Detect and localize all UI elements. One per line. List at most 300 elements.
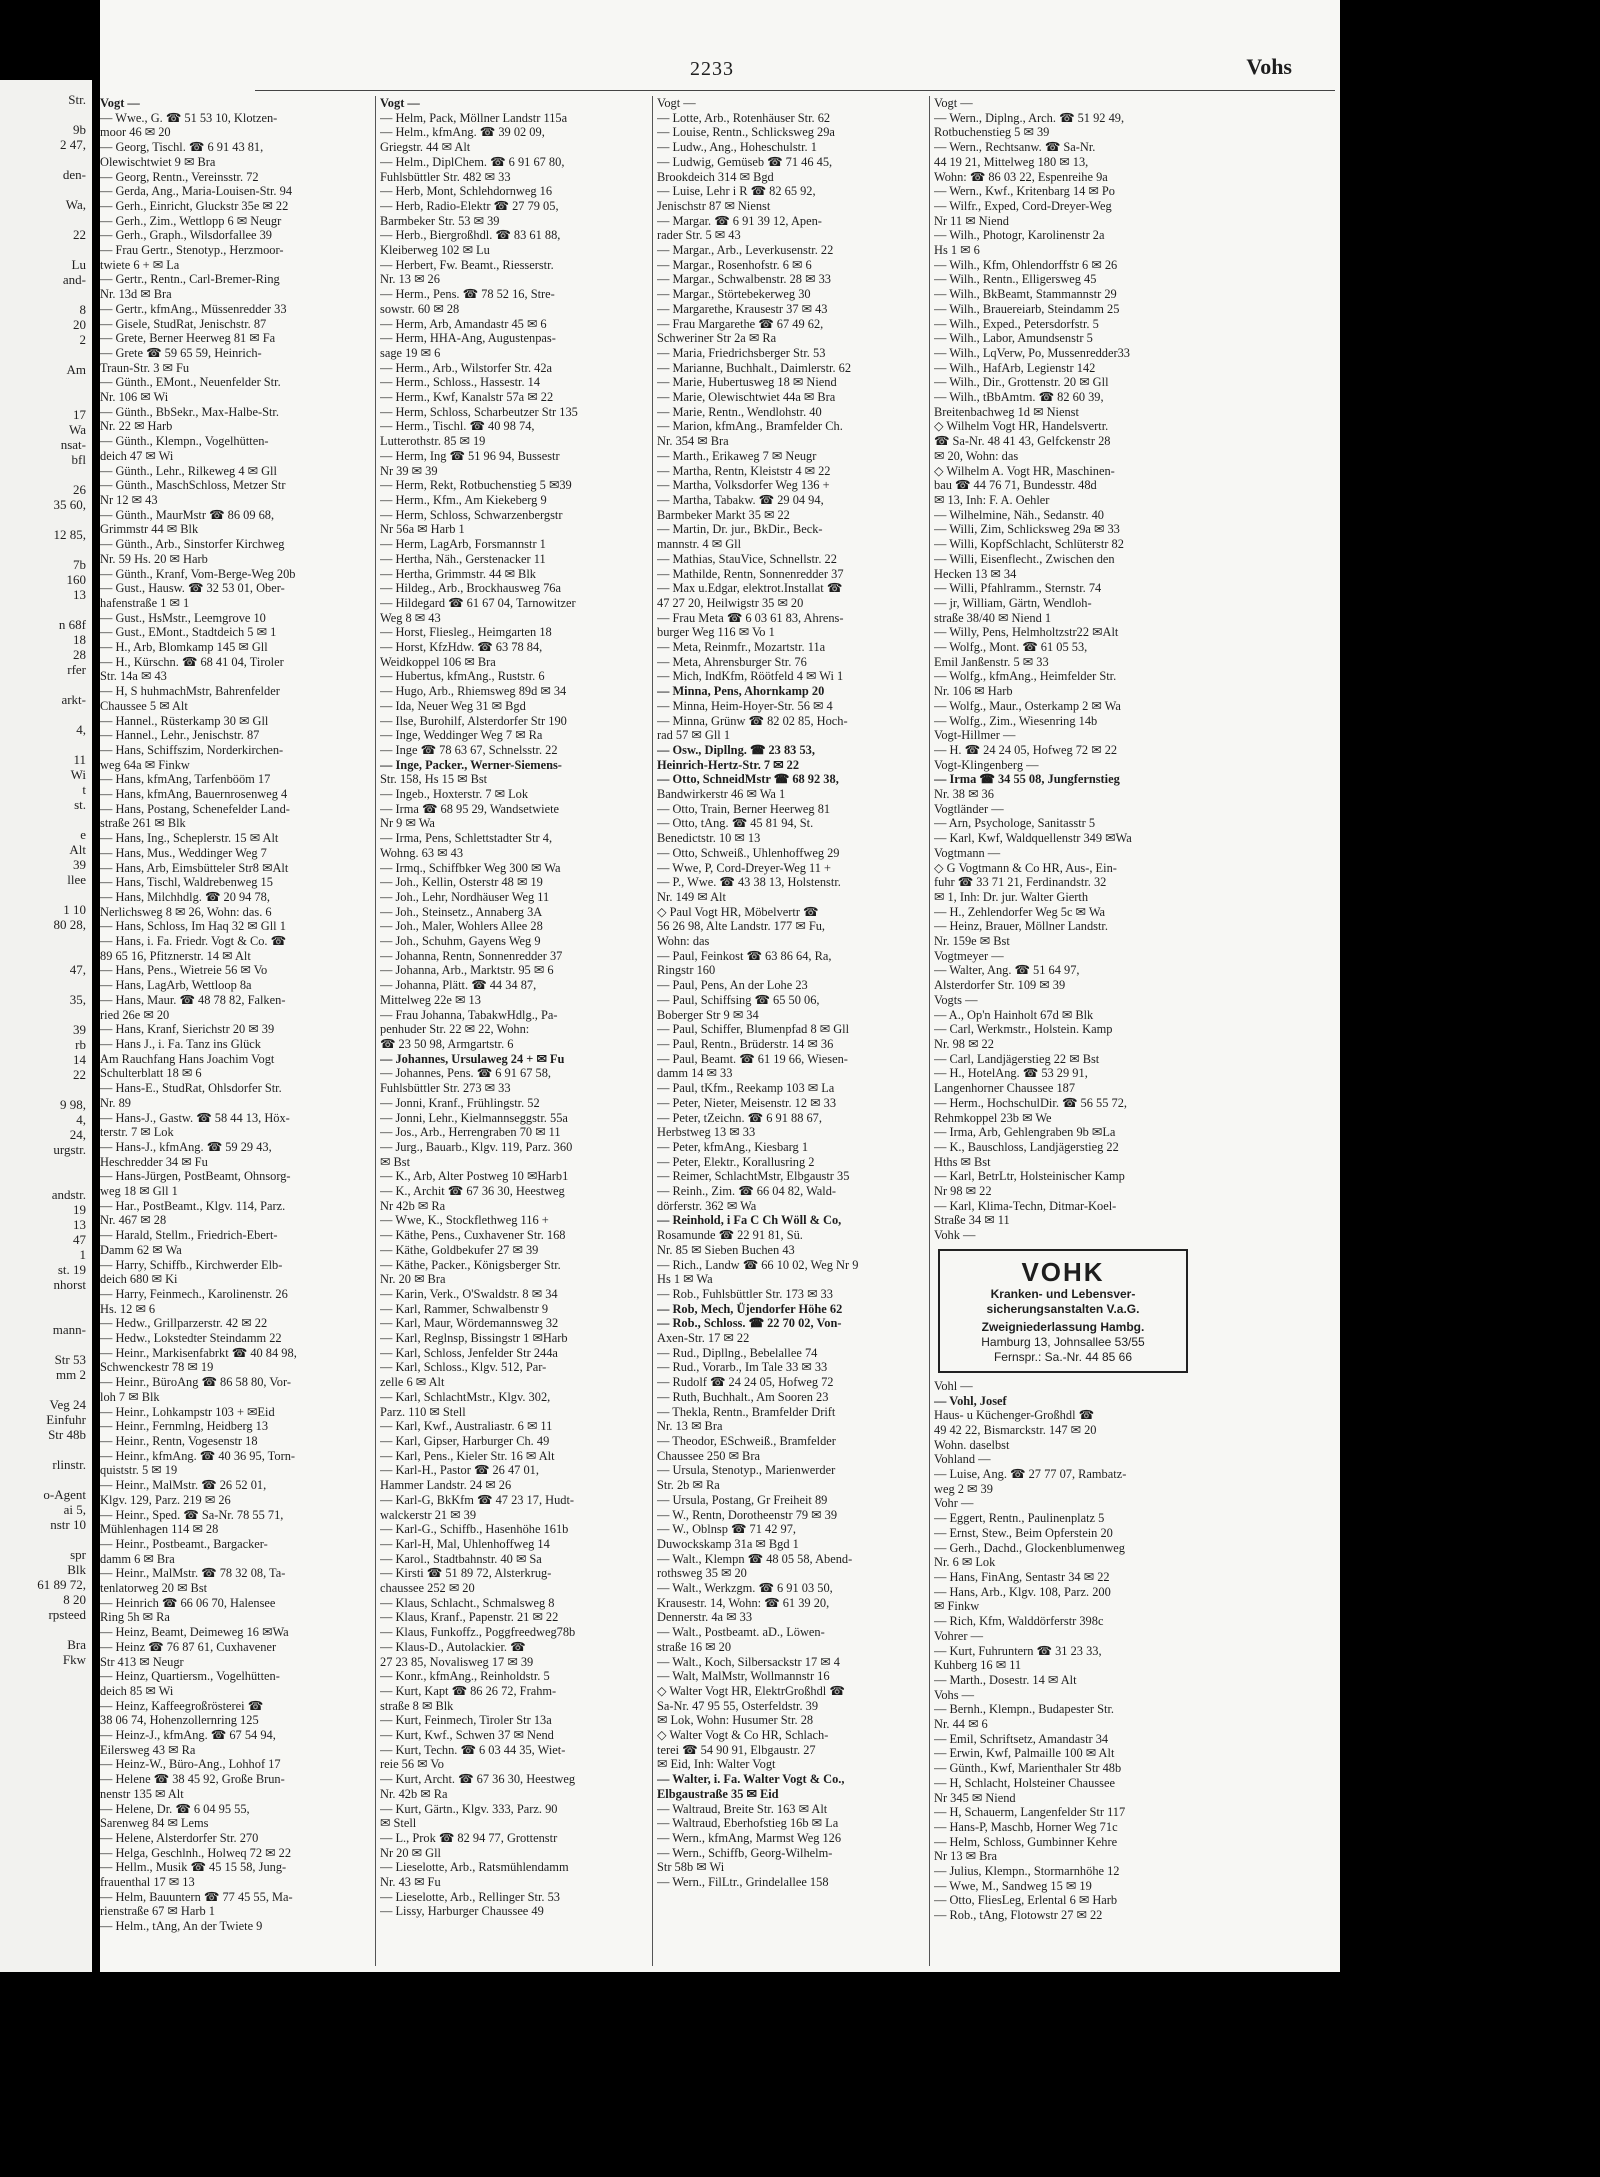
directory-entry-line: Heinrich-Hertz-Str. 7 ✉ 22 [657, 757, 800, 772]
previous-page-fragment: Fkw [62, 1652, 86, 1667]
directory-entry-line: — Günth., Kranf, Vom-Berge-Weg 20b [100, 566, 296, 581]
directory-entry-line: — Willi, KopfSchlacht, Schlüterstr 82 [934, 537, 1124, 552]
previous-page-fragment: 9 98, [60, 1097, 86, 1112]
previous-page-fragment: and- [62, 272, 86, 287]
directory-entry-line: — Hans, kfmAng, Tarfenbööm 17 [100, 772, 271, 787]
directory-entry-line: — Gust., Hausw. ☎ 32 53 01, Ober- [100, 581, 285, 596]
previous-page-fragment: rpsteed [48, 1607, 86, 1622]
directory-entry-line: ☎ 23 50 98, Armgartstr. 6 [380, 1037, 514, 1051]
directory-entry-line: Vogt — [657, 96, 696, 110]
directory-entry-line: — Wilh., Exped., Petersdorfstr. 5 [934, 316, 1099, 331]
previous-page-fragment: 14 [73, 1052, 86, 1067]
directory-entry-line: Vogt — [380, 96, 420, 110]
previous-page-fragment: Veg 24 [49, 1397, 86, 1412]
directory-entry-line: — Helene ☎ 38 45 92, Große Brun- [100, 1772, 285, 1787]
directory-entry-line: — Hildegard ☎ 61 67 04, Tarnowitzer [380, 595, 576, 610]
directory-entry-line: — Irma ☎ 34 55 08, Jungfernstieg [934, 772, 1120, 787]
directory-entry-line: 49 42 22, Bismarckstr. 147 ✉ 20 [934, 1422, 1097, 1437]
previous-page-fragment [0, 512, 92, 527]
previous-page-fragment: 80 28, [53, 917, 86, 932]
directory-entry-line: — Wilh., tBbAmtm. ☎ 82 60 39, [934, 390, 1104, 405]
directory-entry-line: Nr. 106 ✉ Wi [100, 390, 169, 405]
directory-entry-line: — H, S huhmachMstr, Bahrenfelder [100, 684, 280, 699]
previous-page-fragment: Wa, [65, 197, 86, 212]
directory-entry-line: Vogtländer — [934, 801, 1004, 816]
directory-entry-line: — Lieselotte, Arb., Ratsmühlendamm [380, 1860, 569, 1875]
previous-page-fragment [0, 1382, 92, 1397]
directory-entry-line: — Lieselotte, Arb., Rellinger Str. 53 [380, 1889, 560, 1904]
directory-entry-line: Nr 9 ✉ Wa [380, 816, 435, 831]
directory-entry-line: — Hans, Arb, Eimsbütteler Str8 ✉Alt [100, 860, 289, 875]
page-number: 2233 [690, 58, 734, 80]
directory-entry-line: — Joh., Schuhm, Gayens Weg 9 [380, 934, 541, 949]
directory-entry-line: straße 8 ✉ Blk [380, 1698, 454, 1713]
directory-entry-line: weg 18 ✉ Gll 1 [100, 1184, 178, 1199]
directory-entry-line: Vogts — [934, 992, 978, 1007]
previous-page-fragment [0, 107, 92, 122]
directory-entry-line: Str. 2b ✉ Ra [657, 1478, 720, 1493]
directory-entry-line: ✉ Bst [380, 1154, 411, 1169]
directory-entry-line: — Marie, Rentn., Wendlohstr. 40 [657, 404, 822, 419]
directory-entry-line: Nr. 159e ✉ Bst [934, 934, 1010, 949]
directory-entry-line: — Helm., kfmAng. ☎ 39 02 09, [380, 125, 545, 140]
directory-entry-line: — Heinr., BüroAng ☎ 86 58 80, Vor- [100, 1375, 291, 1390]
directory-entry-line: Hammer Landstr. 24 ✉ 26 [380, 1478, 512, 1493]
directory-entry-line: — Martha, Tabakw. ☎ 29 04 94, [657, 492, 824, 507]
directory-entry-line: — Rob., tAng, Flotowstr 27 ✉ 22 [934, 1908, 1103, 1923]
previous-page-fragment: 24, [69, 1127, 86, 1142]
directory-entry-line: — Peter, Nieter, Meisenstr. 12 ✉ 33 [657, 1095, 837, 1110]
directory-entry-line: — Herm, Schloss, Schwarzenbergstr [380, 507, 563, 522]
directory-entry-line: ✉ 13, Inh: F. A. Oehler [934, 492, 1050, 507]
directory-entry-line: terstr. 7 ✉ Lok [100, 1125, 174, 1140]
directory-entry-line: — Thekla, Rentn., Bramfelder Drift [657, 1404, 836, 1419]
directory-entry-line: — Meta, Reinmfr., Mozartstr. 11a [657, 640, 826, 655]
previous-page-fragment [0, 152, 92, 167]
directory-entry-line: — Hans, Schloss, Im Haq 32 ✉ Gll 1 [100, 919, 286, 934]
directory-entry-line: — Heinz, Kaffeegroßrösterei ☎ [100, 1698, 264, 1713]
directory-entry-line: — Günth., Kwf, Marienthaler Str 48b [934, 1761, 1122, 1776]
scan-border-bottom [0, 1972, 1600, 2177]
directory-entry-line: — Käthe, Goldbekufer 27 ✉ 39 [380, 1242, 539, 1257]
directory-entry-line: — Georg, Tischl. ☎ 6 91 43 81, [100, 140, 264, 155]
previous-page-fragment: mm 2 [56, 1367, 86, 1382]
directory-entry-line: Nr. 98 ✉ 22 [934, 1037, 994, 1051]
directory-entry-line: — Hans, Tischl, Waldrebenweg 15 [100, 875, 273, 890]
directory-entry-line: Vohl — [934, 1378, 973, 1393]
directory-entry-line: terei ☎ 54 90 91, Elbgaustr. 27 [657, 1742, 816, 1757]
directory-entry-line: — Heinr., Postbeamt., Bargacker- [100, 1536, 268, 1551]
directory-entry-line: — Hans-E., StudRat, Ohlsdorfer Str. [100, 1081, 282, 1096]
directory-entry-line: — Heinr., kfmAng. ☎ 40 36 95, Torn- [100, 1448, 296, 1463]
directory-entry-line: — Karl, BetrLtr, Holsteinischer Kamp [934, 1169, 1125, 1184]
directory-entry-line: — A., Op'n Hainholt 67d ✉ Blk [934, 1007, 1094, 1022]
directory-entry-line: — H, Schauerm, Langenfelder Str 117 [934, 1805, 1126, 1820]
directory-entry-line: — Peter, tZeichn. ☎ 6 91 88 67, [657, 1110, 822, 1125]
previous-page-fragment: 8 20 [63, 1592, 86, 1607]
directory-entry-line: — Hans, i. Fa. Friedr. Vogt & Co. ☎ [100, 934, 287, 949]
directory-entry-line: — Herm, Ing ☎ 51 96 94, Bussestr [380, 448, 560, 463]
directory-entry-line: — Frau Meta ☎ 6 03 61 83, Ahrens- [657, 610, 844, 625]
previous-page-fragment: o-Agent [43, 1487, 86, 1502]
directory-entry-line: Benedictstr. 10 ✉ 13 [657, 831, 761, 846]
directory-entry-line: — Irma, Arb, Gehlengraben 9b ✉La [934, 1125, 1116, 1140]
directory-entry-line: — Rob., Schloss. ☎ 22 70 02, Von- [657, 1316, 842, 1331]
previous-page-fragment: Wi [70, 767, 86, 782]
previous-page-fragment: 13 [73, 1217, 86, 1232]
directory-entry-line: Mühlenhagen 114 ✉ 28 [100, 1522, 219, 1537]
directory-entry-line: — Carl, Landjägerstieg 22 ✉ Bst [934, 1051, 1100, 1066]
directory-entry-line: Rosamunde ☎ 22 91 81, Sü. [657, 1228, 803, 1243]
directory-entry-line: — Rud., Vorarb., Im Tale 33 ✉ 33 [657, 1360, 828, 1375]
directory-entry-line: deich 680 ✉ Ki [100, 1272, 178, 1287]
directory-entry-line: Heschredder 34 ✉ Fu [100, 1154, 208, 1169]
directory-entry-line: — Günth., EMont., Neuenfelder Str. [100, 375, 281, 390]
directory-entry-line: — Margar., Schwalbenstr. 28 ✉ 33 [657, 272, 831, 287]
directory-entry-line: — Heinr., Sped. ☎ Sa-Nr. 78 55 71, [100, 1507, 284, 1522]
directory-entry-line: Griegstr. 44 ✉ Alt [380, 140, 471, 155]
directory-entry-line: — Hans, Arb., Klgv. 108, Parz. 200 [934, 1584, 1111, 1599]
directory-entry-line: Hs. 12 ✉ 6 [100, 1301, 156, 1316]
column-4-entries [934, 96, 1204, 1243]
directory-entry-line: Hths ✉ Bst [934, 1154, 991, 1169]
directory-entry-line: — Marie, Olewischtwiet 44a ✉ Bra [657, 390, 836, 405]
directory-entry-line: — Helga, Geschlnh., Holweq 72 ✉ 22 [100, 1845, 292, 1860]
directory-entry-line: ✉ 1, Inh: Dr. jur. Walter Gierth [934, 889, 1089, 904]
directory-entry-line: — Marth., Dosestr. 14 ✉ Alt [934, 1672, 1077, 1687]
directory-entry-line: — Hans, kfmAng, Bauernrosenweg 4 [100, 787, 288, 802]
directory-entry-line: Sarenweg 84 ✉ Lems [100, 1816, 209, 1831]
previous-page-fragment: rfer [67, 662, 86, 677]
directory-entry-line: Chaussee 5 ✉ Alt [100, 698, 188, 713]
directory-entry-line: — Gerh., Zim., Wettlopp 6 ✉ Neugr [100, 213, 282, 228]
previous-page-fragment: 1 10 [63, 902, 86, 917]
directory-entry-line: Nr 11 ✉ Niend [934, 213, 1009, 228]
directory-entry-line: — Herm., Arb., Wilstorfer Str. 42a [380, 360, 553, 375]
previous-page-fragment: 35 60, [53, 497, 86, 512]
previous-page-fragment [0, 1622, 92, 1637]
directory-entry-line: Nr. 13d ✉ Bra [100, 287, 172, 302]
directory-entry-line: Brookdeich 314 ✉ Bgd [657, 169, 774, 184]
previous-page-edge [0, 80, 92, 1972]
directory-entry-line: ◇ Wilhelm A. Vogt HR, Maschinen- [934, 463, 1115, 478]
directory-entry-line: — Karl, Reglnsp, Bissingstr 1 ✉Harb [380, 1331, 568, 1346]
previous-page-fragment [0, 1307, 92, 1322]
directory-entry-line: walckerstr 21 ✉ 39 [380, 1507, 477, 1522]
directory-entry-line: Schulterblatt 18 ✉ 6 [100, 1066, 202, 1081]
directory-entry-line: Str 413 ✉ Neugr [100, 1654, 184, 1669]
directory-entry-line: — Johanna, Rentn, Sonnenredder 37 [380, 948, 563, 963]
previous-page-fragment [0, 242, 92, 257]
directory-entry-line: — Martha, Volksdorfer Weg 136 + [657, 478, 830, 493]
previous-page-fragment: Wa [69, 422, 86, 437]
directory-entry-line: — Waltraud, Eberhofstieg 16b ✉ La [657, 1816, 839, 1831]
directory-entry-line: — Gust., HsMstr., Leemgrove 10 [100, 610, 266, 625]
directory-entry-line: — Ruth, Buchhalt., Am Sooren 23 [657, 1389, 829, 1404]
directory-entry-line: — H., Zehlendorfer Weg 5c ✉ Wa [934, 904, 1106, 919]
directory-entry-line: — W., Oblnsp ☎ 71 42 97, [657, 1522, 797, 1537]
directory-entry-line: — Günth., Lehr., Rilkeweg 4 ✉ Gll [100, 463, 277, 478]
directory-entry-line: — Wolfg., Mont. ☎ 61 05 53, [934, 640, 1088, 655]
directory-entry-line: — Bernh., Klempn., Budapester Str. [934, 1702, 1114, 1717]
directory-entry-line: — Luise, Lehr i R ☎ 82 65 92, [657, 184, 816, 199]
directory-entry-line: Nr. 44 ✉ 6 [934, 1717, 988, 1732]
previous-page-fragments [0, 80, 92, 1667]
directory-entry-line: — Joh., Steinsetz., Annaberg 3A [380, 904, 543, 919]
directory-entry-line: — Rob., Fuhlsbüttler Str. 173 ✉ 33 [657, 1286, 833, 1301]
directory-entry-line: Mittelweg 22e ✉ 13 [380, 992, 481, 1007]
previous-page-fragment: 2 47, [60, 137, 86, 152]
directory-entry-line: — Joh., Lehr, Nordhäuser Weg 11 [380, 889, 550, 904]
directory-entry-line: — Hans, Postang, Schenefelder Land- [100, 801, 290, 816]
vohk-advertisement [938, 1249, 1188, 1373]
directory-entry-line: sowstr. 60 ✉ 28 [380, 301, 460, 316]
previous-page-fragment: 1 [79, 1247, 86, 1262]
directory-entry-line: Am Rauchfang Hans Joachim Vogt [100, 1051, 275, 1066]
directory-entry-line: Vogt-Hillmer — [934, 728, 1016, 743]
directory-entry-line: — Walt., Werkzgm. ☎ 6 91 03 50, [657, 1581, 833, 1596]
directory-entry-line: — Helm, Bauuntern ☎ 77 45 55, Ma- [100, 1889, 293, 1904]
directory-entry-line: — Wern., Diplng., Arch. ☎ 51 92 49, [934, 110, 1125, 125]
previous-page-fragment: 22 [73, 227, 86, 242]
directory-entry-line: ◇ Paul Vogt HR, Möbelvertr ☎ [657, 904, 819, 919]
directory-entry-line: — Paul, Schiffer, Blumenpfad 8 ✉ Gll [657, 1022, 850, 1037]
previous-page-fragment [0, 707, 92, 722]
directory-entry-line: — Paul, Feinkost ☎ 63 86 64, Ra, [657, 948, 832, 963]
directory-entry-line: Fuhlsbüttler Str. 482 ✉ 33 [380, 169, 511, 184]
directory-entry-line: — Lissy, Harburger Chaussee 49 [380, 1904, 544, 1919]
directory-entry-line: ✉ Lok, Wohn: Husumer Str. 28 [657, 1713, 814, 1728]
directory-entry-line: — L., Prok ☎ 82 94 77, Grottenstr [380, 1830, 558, 1845]
directory-entry-line: moor 46 ✉ 20 [100, 125, 171, 140]
directory-entry-line: Nr. 43 ✉ Fu [380, 1875, 441, 1890]
directory-entry-line: Krausestr. 14, Wohn: ☎ 61 39 20, [657, 1595, 830, 1610]
directory-entry-line: — Irma, Pens, Schlettstadter Str 4, [380, 831, 553, 846]
directory-entry-line: rothsweg 35 ✉ 20 [657, 1566, 747, 1581]
directory-entry-line: ◇ G Vogtmann & Co HR, Aus-, Ein- [934, 860, 1117, 875]
previous-page-fragment [0, 887, 92, 902]
previous-page-fragment: urgstr. [53, 1142, 86, 1157]
directory-entry-line: — Joh., Kellin, Osterstr 48 ✉ 19 [380, 875, 543, 890]
previous-page-fragment [0, 212, 92, 227]
previous-page-fragment: 18 [73, 632, 86, 647]
directory-entry-line: Nr 98 ✉ 22 [934, 1184, 992, 1199]
directory-entry-line: — Reinh., Zim. ☎ 66 04 82, Wald- [657, 1184, 837, 1199]
directory-entry-line: — Kurt, Kapt ☎ 86 26 72, Frahm- [380, 1683, 557, 1698]
directory-entry-line: quiststr. 5 ✉ 19 [100, 1463, 178, 1478]
directory-entry-line: Nr. 20 ✉ Bra [380, 1272, 446, 1287]
directory-entry-line: — Theodor, ESchweiß., Bramfelder [657, 1433, 836, 1448]
directory-entry-line: — Jonni, Lehr., Kielmannseggstr. 55a [380, 1110, 568, 1125]
previous-page-fragment [0, 1007, 92, 1022]
directory-entry-line: Eilersweg 43 ✉ Ra [100, 1742, 196, 1757]
previous-page-fragment: 47 [73, 1232, 86, 1247]
directory-entry-line: — Arn, Psychologe, Sanitasstr 5 [934, 816, 1096, 831]
directory-entry-line: Vohland — [934, 1452, 991, 1467]
previous-page-fragment: Am [66, 362, 86, 377]
directory-entry-line: Nr. 59 Hs. 20 ✉ Harb [100, 551, 208, 566]
directory-entry-line: — Wern., Kwf., Kritenbarg 14 ✉ Po [934, 184, 1115, 199]
directory-entry-line: — Wilh., Photogr, Karolinenstr 2a [934, 228, 1105, 243]
directory-entry-line: Duwockskamp 31a ✉ Bgd 1 [657, 1536, 799, 1551]
directory-entry-line: — Karin, Verk., O'Swaldstr. 8 ✉ 34 [380, 1286, 558, 1301]
directory-entry-line: — Margar. ☎ 6 91 39 12, Apen- [657, 213, 822, 228]
previous-page-fragment: 11 [73, 752, 86, 767]
directory-entry-line: — Otto, Train, Berner Heerweg 81 [657, 801, 831, 816]
directory-entry-line: — K., Archit ☎ 67 36 30, Heestweg [380, 1184, 565, 1199]
directory-entry-line: — Herm., Pens. ☎ 78 52 16, Stre- [380, 287, 555, 302]
previous-page-fragment: 8 [79, 302, 86, 317]
directory-entry-line: — Margar., Rosenhofstr. 6 ✉ 6 [657, 257, 812, 272]
directory-entry-line: — Paul, Pens, An der Lohe 23 [657, 978, 808, 993]
directory-entry-line: — Klaus, Schlacht., Schmalsweg 8 [380, 1595, 555, 1610]
previous-page-fragment [0, 1082, 92, 1097]
directory-entry-line: 38 06 74, Hohenzollernring 125 [100, 1713, 259, 1728]
directory-entry-line: — Wilh., Labor, Amundsenstr 5 [934, 331, 1093, 346]
directory-entry-line: — H., HotelAng. ☎ 53 29 91, [934, 1066, 1088, 1081]
directory-entry-line: — Willi, Pfahlramm., Sternstr. 74 [934, 581, 1102, 596]
directory-entry-line: — Meta, Ahrensburger Str. 76 [657, 654, 807, 669]
directory-entry-line: Nr. 13 ✉ 26 [380, 272, 440, 287]
directory-entry-line: Str 58b ✉ Wi [657, 1860, 725, 1875]
directory-entry-line: straße 38/40 ✉ Niend 1 [934, 610, 1052, 625]
directory-entry-line: weg 2 ✉ 39 [934, 1481, 993, 1496]
directory-entry-line: weg 64a ✉ Finkw [100, 757, 190, 772]
directory-entry-line: — Reinhold, i Fa C Ch Wöll & Co, [657, 1213, 842, 1228]
directory-entry-line: — Willy, Pens, Helmholtzstr22 ✉Alt [934, 625, 1119, 640]
ad-address: Hamburg 13, Johnsallee 53/55 [981, 1334, 1145, 1349]
directory-entry-line: — Irmq., Schiffbker Weg 300 ✉ Wa [380, 860, 561, 875]
previous-page-fragment [0, 947, 92, 962]
directory-entry-line: — Wilhelmine, Näh., Sedanstr. 40 [934, 507, 1104, 522]
previous-page-fragment: 47, [69, 962, 86, 977]
directory-entry-line: ✉ Eid, Inh: Walter Vogt [657, 1757, 776, 1772]
directory-entry-line: — K., Arb, Alter Postweg 10 ✉Harb1 [380, 1169, 569, 1184]
directory-entry-line: Herbstweg 13 ✉ 33 [657, 1125, 756, 1140]
directory-entry-line: — Klaus, Kranf., Papenstr. 21 ✉ 22 [380, 1610, 559, 1625]
directory-entry-line: — Günth., MaurMstr ☎ 86 09 68, [100, 507, 275, 522]
directory-entry-line: — Hans, LagArb, Wettloop 8a [100, 978, 252, 993]
directory-entry-line: — Wwe, M., Sandweg 15 ✉ 19 [934, 1878, 1092, 1893]
directory-entry-line: — Günth., BbSekr., Max-Halbe-Str. [100, 404, 279, 419]
ad-line: Kranken- und Lebensver- [990, 1286, 1136, 1301]
directory-entry-line: — Paul, Rentn., Brüderstr. 14 ✉ 36 [657, 1037, 834, 1051]
directory-entry-line: — Karl, Rammer, Schwalbenstr 9 [380, 1301, 549, 1316]
directory-entry-line: — Karl, Schloss, Jenfelder Str 244a [380, 1345, 558, 1360]
directory-entry-line: Vogtmann — [934, 845, 1001, 860]
column-rule [652, 96, 653, 1966]
directory-entry-line: deich 47 ✉ Wi [100, 448, 174, 463]
directory-entry-line: ✉ Stell [380, 1816, 417, 1831]
directory-entry-line: — Karl-G., Schiffb., Hasenhöhe 161b [380, 1522, 569, 1537]
directory-entry-line: Nr. 6 ✉ Lok [934, 1555, 996, 1570]
directory-entry-line: — H., Kürschn. ☎ 68 41 04, Tiroler [100, 654, 284, 669]
directory-entry-line: — Karl, SchlachtMstr., Klgv. 302, [380, 1389, 551, 1404]
directory-entry-line: Wohng. 63 ✉ 43 [380, 845, 464, 860]
directory-entry-line: Chaussee 250 ✉ Bra [657, 1448, 760, 1463]
directory-entry-line: — Harry, Schiffb., Kirchwerder Elb- [100, 1257, 283, 1272]
directory-entry-line: Bandwirkerstr 46 ✉ Wa 1 [657, 787, 786, 802]
directory-entry-line: Haus- u Küchenger-Großhdl ☎ [934, 1408, 1095, 1423]
directory-entry-line: — Walt., Postbeamt. aD., Löwen- [657, 1625, 825, 1640]
directory-entry-line: — Heinr., Lohkampstr 103 + ✉Eid [100, 1404, 275, 1419]
directory-entry-line: ✉ Finkw [934, 1599, 980, 1614]
directory-entry-line: Nr. 85 ✉ Sieben Buchen 43 [657, 1242, 795, 1257]
directory-entry-line: — Otto, Schweiß., Uhlenhoffweg 29 [657, 845, 840, 860]
directory-entry-line: — Kurt, Feinmech, Tiroler Str 13a [380, 1713, 552, 1728]
previous-page-fragment: 7b [73, 557, 86, 572]
directory-entry-line: Ringstr 160 [657, 963, 716, 978]
previous-page-fragment: Einfuhr [46, 1412, 86, 1427]
directory-entry-line: — Ilse, Burohilf, Alsterdorfer Str 190 [380, 713, 567, 728]
directory-entry-line: penhuder Str. 22 ✉ 22, Wohn: [380, 1022, 530, 1037]
directory-entry-line: Wohn: das [657, 934, 710, 949]
directory-entry-line: — Herb, Mont, Schlehdornweg 16 [380, 184, 553, 199]
directory-entry-line: — Erwin, Kwf, Palmaille 100 ✉ Alt [934, 1746, 1115, 1761]
directory-entry-line: Nr. 42b ✉ Ra [380, 1786, 448, 1801]
directory-entry-line: — Herm, Schloss, Scharbeutzer Str 135 [380, 404, 578, 419]
directory-entry-line: Str. 14a ✉ 43 [100, 669, 167, 684]
directory-entry-line: — Willi, Eisenflecht., Zwischen den [934, 551, 1115, 566]
column-rule [929, 96, 930, 1966]
previous-page-fragment: Str. [68, 92, 86, 107]
previous-page-fragment [0, 737, 92, 752]
directory-entry-line: — Kurt, Techn. ☎ 6 03 44 35, Wiet- [380, 1742, 566, 1757]
directory-entry-line: Damm 62 ✉ Wa [100, 1242, 182, 1257]
previous-page-fragment [0, 467, 92, 482]
directory-entry-line: — Herm., Kwf, Kanalstr 57a ✉ 22 [380, 390, 554, 405]
directory-entry-line: — Helm, Pack, Möllner Landstr 115a [380, 110, 568, 125]
directory-entry-line: — K., Bauschloss, Landjägerstieg 22 [934, 1139, 1119, 1154]
directory-entry-line: — Heinz-W., Büro-Ang., Lohhof 17 [100, 1757, 281, 1772]
previous-page-fragment [0, 1337, 92, 1352]
directory-entry-line: Straße 34 ✉ 11 [934, 1213, 1010, 1228]
directory-entry-line: — Frau Gertr., Stenotyp., Herzmoor- [100, 243, 284, 258]
previous-page-fragment: 20 [73, 317, 86, 332]
directory-entry-line: Wohn. daselbst [934, 1437, 1010, 1452]
previous-page-fragment: arkt- [61, 692, 86, 707]
directory-entry-line: Vogt-Klingenberg — [934, 757, 1039, 772]
directory-entry-line: Emil Janßenstr. 5 ✉ 33 [934, 654, 1049, 669]
directory-entry-line: — Heinz-J., kfmAng. ☎ 67 54 94, [100, 1728, 276, 1743]
directory-entry-line: — Hans, Pens., Wietreie 56 ✉ Vo [100, 963, 268, 978]
directory-entry-line: — Ludwig, Gemüseb ☎ 71 46 45, [657, 154, 833, 169]
previous-page-fragment: 19 [73, 1202, 86, 1217]
directory-entry-line: — Wern., Rechtsanw. ☎ Sa-Nr. [934, 140, 1096, 155]
directory-entry-line: — Paul, Schiffsing ☎ 65 50 06, [657, 992, 820, 1007]
directory-entry-line: Ring 5h ✉ Ra [100, 1610, 170, 1625]
directory-entry-line: Nr. 13 ✉ Bra [657, 1419, 723, 1434]
directory-entry-line: — Minna, Pens, Ahornkamp 20 [657, 684, 825, 699]
directory-entry-line: — Kurt, Kwf., Schwen 37 ✉ Nend [380, 1728, 554, 1743]
directory-entry-line: — Herb., Biergroßhdl. ☎ 83 61 88, [380, 228, 561, 243]
previous-page-fragment: 2 [79, 332, 86, 347]
directory-entry-line: straße 16 ✉ 20 [657, 1639, 732, 1654]
directory-entry-line: — Käthe, Pens., Cuxhavener Str. 168 [380, 1228, 566, 1243]
directory-entry-line: — Inge, Weddinger Weg 7 ✉ Ra [380, 728, 543, 743]
directory-entry-line: Parz. 110 ✉ Stell [380, 1404, 466, 1419]
directory-entry-line: — Ursula, Stenotyp., Marienwerder [657, 1463, 836, 1478]
directory-entry-line: Nr 39 ✉ 39 [380, 463, 438, 478]
directory-entry-line: — Rich., Landw ☎ 66 10 02, Weg Nr 9 [657, 1257, 859, 1272]
scan-border-right [1388, 0, 1600, 1972]
directory-entry-line: — H, Schlacht, Holsteiner Chaussee [934, 1775, 1116, 1790]
directory-entry-line: — Martin, Dr. jur., BkDir., Beck- [657, 522, 823, 537]
previous-page-fragment [0, 1172, 92, 1187]
directory-entry-line: Grimmstr 44 ✉ Blk [100, 522, 199, 537]
directory-entry-line: Klgv. 129, Parz. 219 ✉ 26 [100, 1492, 231, 1507]
directory-entry-line: Nr. 89 [100, 1095, 131, 1110]
